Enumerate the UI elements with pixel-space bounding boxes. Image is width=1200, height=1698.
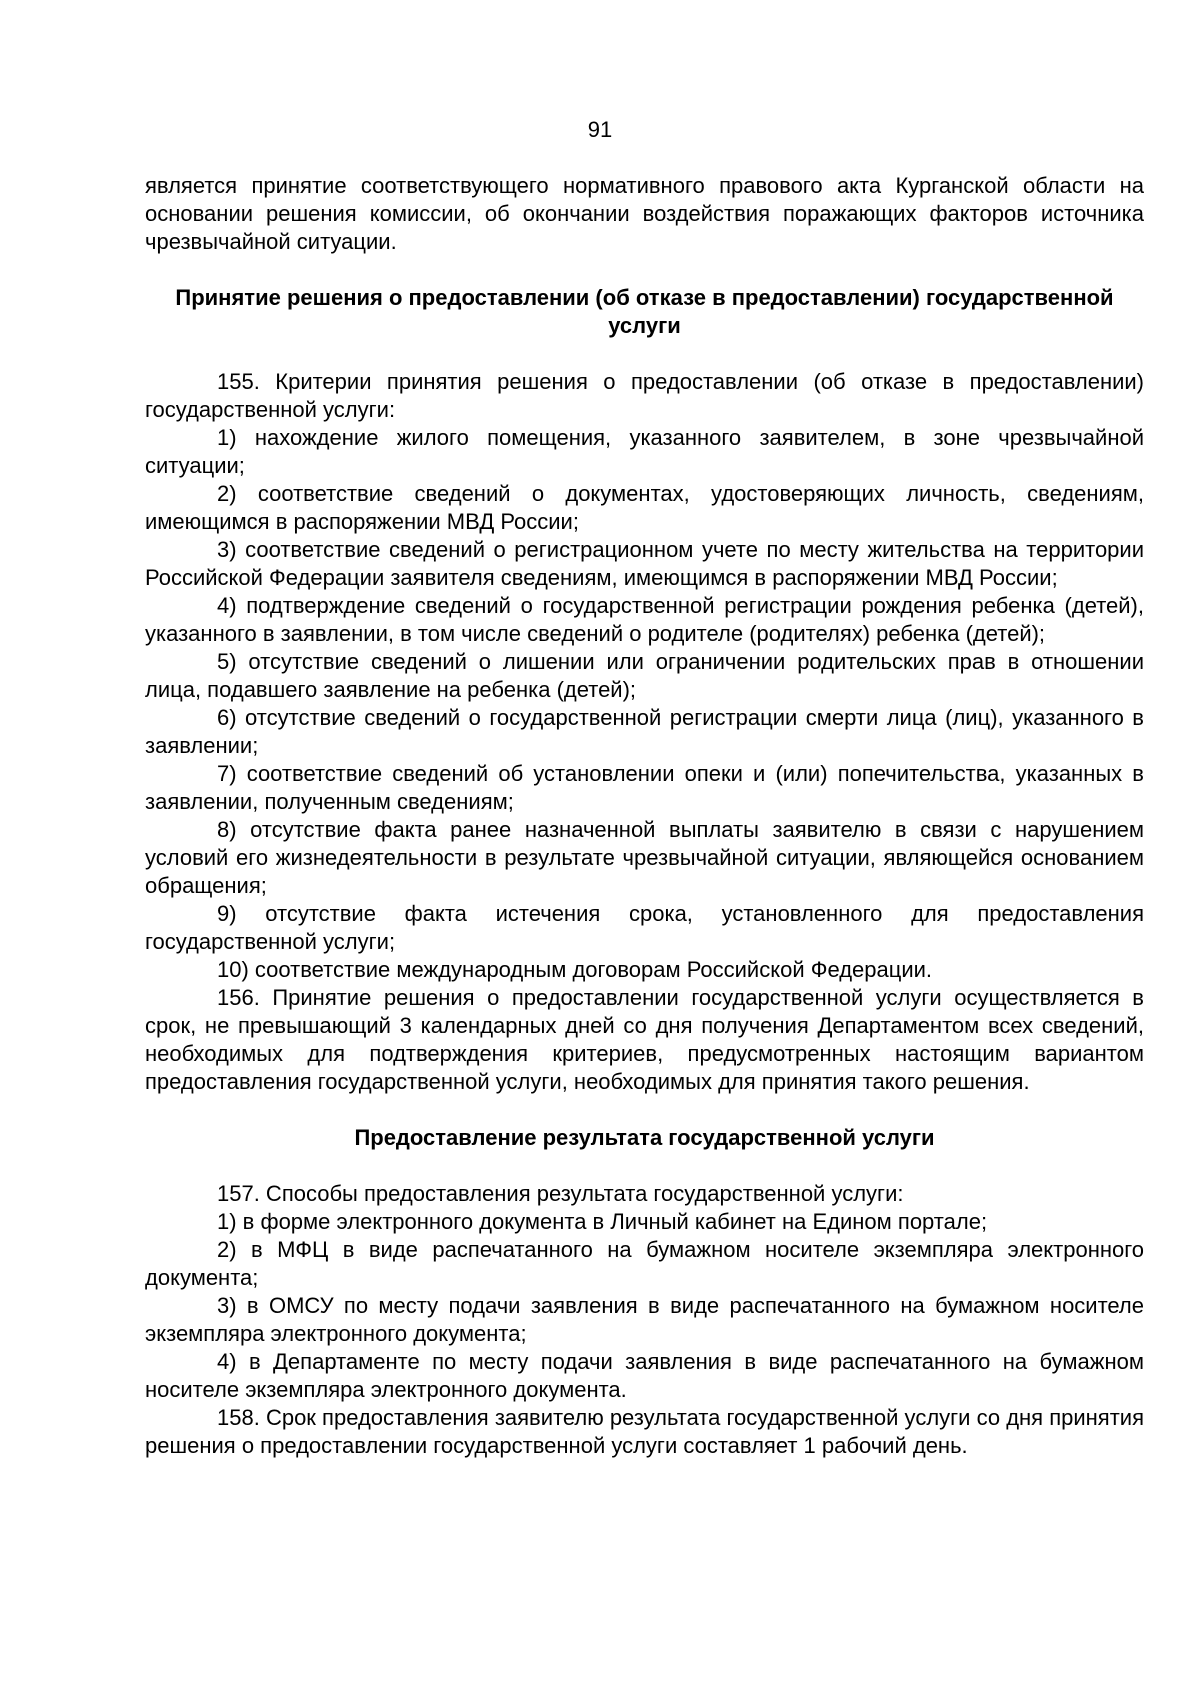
criteria-item-6: 6) отсутствие сведений о государственной регистрации смерти лица (лиц), указанного в заявлении;: [145, 705, 1144, 758]
criteria-item-10: 10) соответствие международным договорам Российской Федерации.: [217, 957, 933, 982]
method-item-4: 4) в Департаменте по месту подачи заявления в виде распечатанного на бумажном носителе экземпляра электронного документа.: [145, 1349, 1144, 1402]
criteria-item-2: 2) соответствие сведений о документах, удостоверяющих личность, сведениям, имеющимся в распоряжении МВД России;: [145, 481, 1144, 534]
paragraph-155: 155. Критерии принятия решения о предоставлении (об отказе в предоставлении) государственной услуги:: [145, 369, 1144, 422]
intro-paragraph: является принятие соответствующего нормативного правового акта Курганской области на основании решения комиссии, об окончании воздействия поражающих факторов источника чрезвычайной ситуации.: [145, 173, 1144, 254]
page-number: 91: [587, 117, 613, 142]
paragraph-157: 157. Способы предоставления результата государственной услуги:: [217, 1181, 904, 1206]
method-item-2: 2) в МФЦ в виде распечатанного на бумажном носителе экземпляра электронного документа;: [145, 1237, 1144, 1290]
criteria-item-8: 8) отсутствие факта ранее назначенной выплаты заявителю в связи с нарушением условий его жизнедеятельности в результате чрезвычайной ситуации, являющейся основанием обращения;: [145, 817, 1144, 898]
method-item-3: 3) в ОМСУ по месту подачи заявления в виде распечатанного на бумажном носителе экземпляра электронного документа;: [145, 1293, 1144, 1346]
paragraph-158: 158. Срок предоставления заявителю результата государственной услуги со дня принятия решения о предоставлении государственной услуги составляет 1 рабочий день.: [145, 1405, 1144, 1458]
section-heading-result: Предоставление результата государственной услуги: [354, 1125, 935, 1150]
criteria-item-4: 4) подтверждение сведений о государственной регистрации рождения ребенка (детей), указанного в заявлении, в том числе сведений о родителе (родителях) ребенка (детей);: [145, 593, 1144, 646]
section-heading-decision: Принятие решения о предоставлении (об отказе в предоставлении) государственной услуги: [175, 285, 1114, 338]
document-body: [145, 172, 1144, 1460]
criteria-item-1: 1) нахождение жилого помещения, указанного заявителем, в зоне чрезвычайной ситуации;: [145, 425, 1144, 478]
criteria-item-5: 5) отсутствие сведений о лишении или ограничении родительских прав в отношении лица, подавшего заявление на ребенка (детей);: [145, 649, 1144, 702]
paragraph-156: 156. Принятие решения о предоставлении государственной услуги осуществляется в срок, не превышающий 3 календарных дней со дня получения Департаментом всех сведений, необходимых для подтверждения критериев, предусмотренных настоящим вариантом предоставления государственной услуги, необходимых для принятия такого решения.: [145, 985, 1144, 1094]
criteria-item-9: 9) отсутствие факта истечения срока, установленного для предоставления государственной услуги;: [145, 901, 1144, 954]
criteria-item-3: 3) соответствие сведений о регистрационном учете по месту жительства на территории Российской Федерации заявителя сведениям, имеющимся в распоряжении МВД России;: [145, 537, 1144, 590]
method-item-1: 1) в форме электронного документа в Личный кабинет на Едином портале;: [217, 1209, 988, 1234]
criteria-item-7: 7) соответствие сведений об установлении опеки и (или) попечительства, указанных в заявлении, полученным сведениям;: [145, 761, 1144, 814]
